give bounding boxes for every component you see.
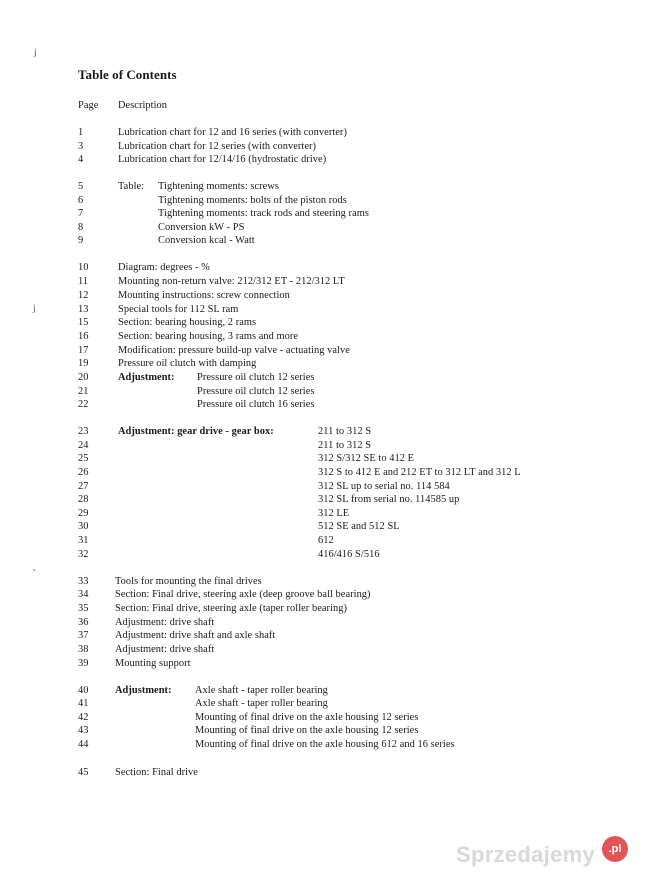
toc-description: 312 S/312 SE to 412 E [318, 453, 415, 464]
toc-page-number: 3 [78, 141, 84, 152]
toc-page-number: 40 [78, 685, 89, 696]
toc-description: Special tools for 112 SL ram [118, 304, 239, 315]
toc-page-number: 45 [78, 767, 89, 778]
toc-description: Pressure oil clutch with damping [118, 358, 257, 369]
toc-group-label: Adjustment: [115, 685, 172, 696]
column-header-page: Page [78, 100, 99, 111]
toc-description: Section: bearing housing, 3 rams and more [118, 331, 299, 342]
toc-description: 312 SL from serial no. 114585 up [318, 494, 460, 505]
toc-page-number: 25 [78, 453, 89, 464]
toc-description: Conversion kW - PS [158, 222, 245, 233]
toc-page-number: 44 [78, 739, 89, 750]
toc-description: Lubrication chart for 12/14/16 (hydrostatic drive) [118, 154, 327, 165]
toc-description: 612 [318, 535, 334, 546]
margin-mark: , [33, 562, 36, 572]
toc-description: Tightening moments: bolts of the piston rods [158, 195, 347, 206]
toc-description: Mounting of final drive on the axle housing 612 and 16 series [195, 739, 455, 750]
toc-description: 416/416 S/516 [318, 549, 380, 560]
toc-page-number: 41 [78, 698, 89, 709]
toc-description: Mounting of final drive on the axle housing 12 series [195, 725, 419, 736]
toc-description: Section: bearing housing, 2 rams [118, 317, 257, 328]
toc-description: Adjustment: drive shaft [115, 617, 215, 628]
toc-page-number: 28 [78, 494, 89, 505]
toc-description: Adjustment: drive shaft and axle shaft [115, 630, 276, 641]
toc-group-label: Adjustment: gear drive - gear box: [118, 426, 274, 437]
toc-description: Tightening moments: track rods and steering rams [158, 208, 369, 219]
toc-page-number: 35 [78, 603, 89, 614]
toc-description: Mounting non-return valve: 212/312 ET - 212/312 LT [118, 276, 345, 287]
toc-page-number: 31 [78, 535, 89, 546]
toc-description: Section: Final drive, steering axle (taper roller bearing) [115, 603, 347, 614]
toc-page-number: 29 [78, 508, 89, 519]
toc-page-number: 30 [78, 521, 89, 532]
toc-page-number: 16 [78, 331, 89, 342]
toc-description: Mounting of final drive on the axle housing 12 series [195, 712, 419, 723]
toc-description: Section: Final drive [115, 767, 198, 778]
toc-page-number: 32 [78, 549, 89, 560]
toc-page-number: 22 [78, 399, 89, 410]
toc-description: Section: Final drive, steering axle (deep groove ball bearing) [115, 589, 371, 600]
toc-group-label: Adjustment: [118, 372, 175, 383]
toc-page-number: 7 [78, 208, 84, 219]
toc-page-number: 21 [78, 386, 89, 397]
toc-group-label: Table: [118, 181, 145, 192]
toc-description: Mounting support [115, 658, 191, 669]
toc-page-number: 36 [78, 617, 89, 628]
toc-description: Tightening moments: screws [158, 181, 279, 192]
toc-page-number: 42 [78, 712, 89, 723]
watermark-text: Sprzedajemy [456, 842, 596, 867]
toc-page-number: 38 [78, 644, 89, 655]
toc-page-number: 5 [78, 181, 84, 192]
toc-page-number: 37 [78, 630, 89, 641]
toc-description: Axle shaft - taper roller bearing [195, 698, 328, 709]
toc-page-number: 13 [78, 304, 89, 315]
toc-description: 312 S to 412 E and 212 ET to 312 LT and 312 L [318, 467, 521, 478]
toc-description: Diagram: degrees - % [118, 262, 210, 273]
toc-page-number: 43 [78, 725, 89, 736]
toc-description: 312 LE [318, 508, 350, 519]
toc-description: Pressure oil clutch 16 series [197, 399, 315, 410]
page-title: Table of Contents [78, 67, 177, 82]
toc-description: 312 SL up to serial no. 114 584 [318, 481, 450, 492]
toc-description: Pressure oil clutch 12 series [197, 386, 315, 397]
toc-page-number: 4 [78, 154, 84, 165]
toc-description: 211 to 312 S [318, 426, 372, 437]
toc-page-number: 39 [78, 658, 89, 669]
toc-page-number: 6 [78, 195, 84, 206]
margin-mark: j [34, 47, 37, 57]
toc-page-number: 17 [78, 345, 89, 356]
toc-page-number: 8 [78, 222, 84, 233]
column-header-description: Description [118, 100, 168, 111]
toc-page-number: 10 [78, 262, 89, 273]
toc-page-number: 20 [78, 372, 89, 383]
toc-page-number: 12 [78, 290, 89, 301]
toc-page-number: 34 [78, 589, 89, 600]
toc-description: Conversion kcal - Watt [158, 235, 255, 246]
toc-page-number: 1 [78, 127, 84, 138]
toc-page-number: 23 [78, 426, 89, 437]
margin-mark: j [33, 303, 36, 313]
toc-description: Modification: pressure build-up valve - actuating valve [118, 345, 350, 356]
toc-description: Lubrication chart for 12 series (with converter) [118, 141, 317, 152]
toc-description: 512 SE and 512 SL [318, 521, 400, 532]
toc-page-number: 9 [78, 235, 84, 246]
toc-description: Axle shaft - taper roller bearing [195, 685, 328, 696]
toc-page-number: 27 [78, 481, 89, 492]
toc-description: Tools for mounting the final drives [115, 576, 262, 587]
toc-page-number: 24 [78, 440, 89, 451]
toc-description: 211 to 312 S [318, 440, 372, 451]
toc-page-number: 26 [78, 467, 89, 478]
toc-description: Pressure oil clutch 12 series [197, 372, 315, 383]
toc-page-number: 15 [78, 317, 89, 328]
toc-page-number: 33 [78, 576, 89, 587]
toc-description: Mounting instructions: screw connection [118, 290, 290, 301]
toc-description: Lubrication chart for 12 and 16 series (with converter) [118, 127, 347, 138]
toc-page-number: 11 [78, 276, 89, 287]
toc-description: Adjustment: drive shaft [115, 644, 215, 655]
toc-page-number: 19 [78, 358, 89, 369]
watermark-badge: .pl [602, 836, 628, 862]
